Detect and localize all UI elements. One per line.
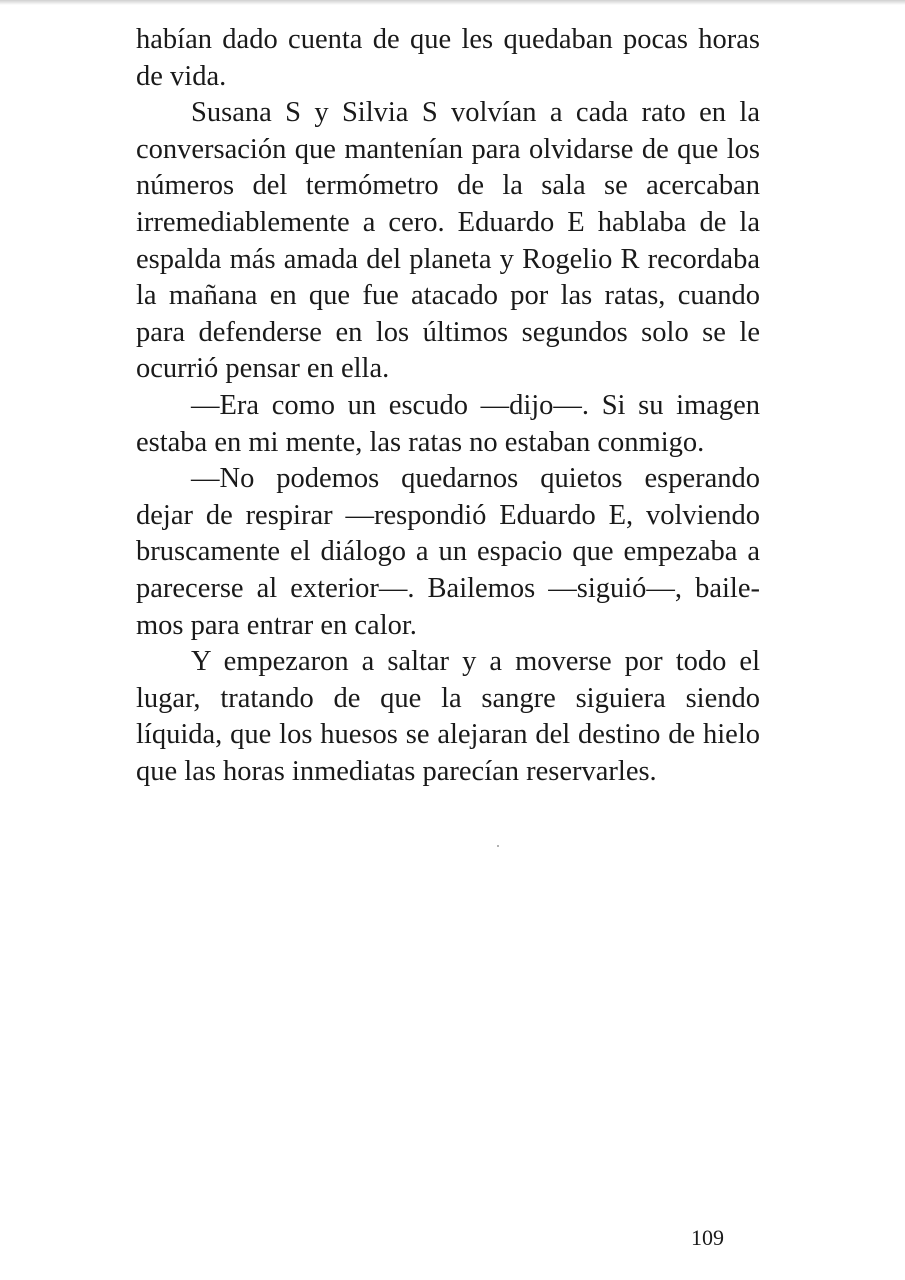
paper-speck <box>497 845 499 847</box>
paragraph: Y empezaron a saltar y a moverse por todo el lugar, tratando de que la sangre siguiera siendo líquida, que los huesos se alejaran del destino de hielo que las horas inmediatas parecían reservarles. <box>136 646 760 787</box>
paragraph-dialogue: —No podemos quedarnos quietos esperando dejar de respirar —respondió Eduardo E, volviendo bruscamente el diálogo a un espacio que empezaba a parecerse al exterior—. Bailemos —siguió—, bailemos para entrar en calor. <box>136 463 760 641</box>
paragraph-continuation: habían dado cuenta de que les quedaban pocas horas de vida. <box>136 24 760 92</box>
paragraph: Susana S y Silvia S volvían a cada rato en la conversación que mantenían para olvidarse de que los números del termómetro de la sala se acercaban irremediablemente a cero. Eduardo E hablaba de la espalda más amada del planeta y Rogelio R recordaba la mañana en que fue atacado por las ratas, cuando para defenderse en los últimos segundos solo se le ocurrió pensar en ella. <box>136 97 760 385</box>
page-number: 109 <box>691 1225 724 1250</box>
page-top-edge <box>0 0 905 5</box>
paragraph-dialogue: —Era como un escudo —dijo—. Si su imagen estaba en mi mente, las ratas no estaban conmigo. <box>136 389 760 458</box>
body-text <box>136 22 760 790</box>
